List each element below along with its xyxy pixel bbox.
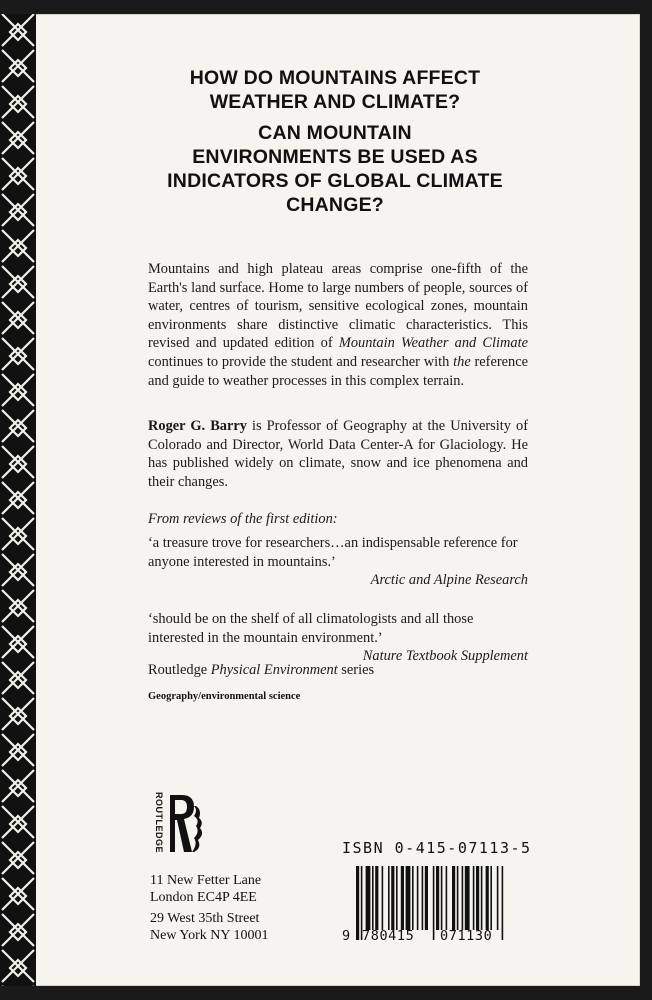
series-line bbox=[148, 662, 374, 679]
address-line: 11 New Fetter Lane bbox=[150, 873, 262, 888]
series-suffix: series bbox=[337, 662, 375, 678]
book-title: Mountain Weather and Climate bbox=[338, 335, 528, 352]
headline-line: WEATHER AND CLIMATE? bbox=[209, 91, 461, 113]
series-name: Physical Environment bbox=[210, 662, 338, 678]
address-line: 29 West 35th Street bbox=[150, 911, 260, 926]
publisher-address-london bbox=[150, 872, 261, 906]
review-source: Nature Textbook Supplement bbox=[362, 648, 528, 665]
review-text: ‘a treasure trove for researchers…an indispensable reference for anyone interested in mountains.’ bbox=[148, 535, 518, 570]
subject-category: Geography/environmental science bbox=[148, 691, 301, 702]
review-quote bbox=[148, 534, 528, 590]
series-prefix: Routledge bbox=[148, 662, 211, 678]
author-bio bbox=[148, 417, 528, 491]
headline-question-1 bbox=[110, 66, 560, 114]
barcode-digit-group1: 780415 bbox=[362, 928, 415, 944]
address-line: New York NY 10001 bbox=[150, 928, 269, 943]
reviews-heading: From reviews of the first edition: bbox=[148, 511, 338, 527]
blurb-text: Mountains and high plateau areas comprise one-fifth of the Earth's land surface. Home to large numbers of people, sources of water, centres of tourism, sensitive ecological zones, mountain environments share distinctive climatic characteristics. This revised and updated edition of bbox=[148, 261, 528, 352]
blurb-text: continues to provide the student and researcher with bbox=[148, 353, 454, 370]
headline-line: HOW DO MOUNTAINS AFFECT bbox=[189, 67, 481, 89]
publisher-address-newyork bbox=[150, 910, 269, 944]
headline-line: INDICATORS OF GLOBAL CLIMATE bbox=[167, 170, 503, 192]
review-quote bbox=[148, 610, 528, 666]
address-line: London EC4P 4EE bbox=[150, 890, 257, 905]
emphasis-text: the bbox=[453, 353, 471, 370]
book-back-cover bbox=[0, 14, 640, 986]
routledge-wordmark: ROUTLEDGE bbox=[154, 792, 164, 854]
isbn-number: ISBN 0-415-07113-5 bbox=[342, 839, 532, 857]
headline-line: CHANGE? bbox=[286, 194, 384, 216]
headline-question-2 bbox=[110, 121, 560, 217]
barcode-digit-first: 9 bbox=[342, 928, 351, 944]
headline-line: CAN MOUNTAIN bbox=[258, 122, 412, 144]
book-description bbox=[148, 260, 528, 390]
review-text: ‘should be on the shelf of all climatologists and all those interested in the mountain environment.’ bbox=[148, 611, 474, 646]
author-name: Roger G. Barry bbox=[148, 418, 247, 434]
blurb-text: reference and guide to weather processes in this complex terrain. bbox=[148, 353, 528, 389]
review-source: Arctic and Alpine Research bbox=[370, 572, 528, 589]
spine-zigzag-pattern bbox=[0, 14, 36, 986]
barcode-digit-group2: 071130 bbox=[440, 928, 493, 944]
author-bio-text: is Professor of Geography at the University of Colorado and Director, World Data Center-A for Glaciology. He has published widely on climate, snow and ice phenomena and their changes. bbox=[148, 418, 528, 490]
headline-line: ENVIRONMENTS BE USED AS bbox=[192, 146, 478, 168]
